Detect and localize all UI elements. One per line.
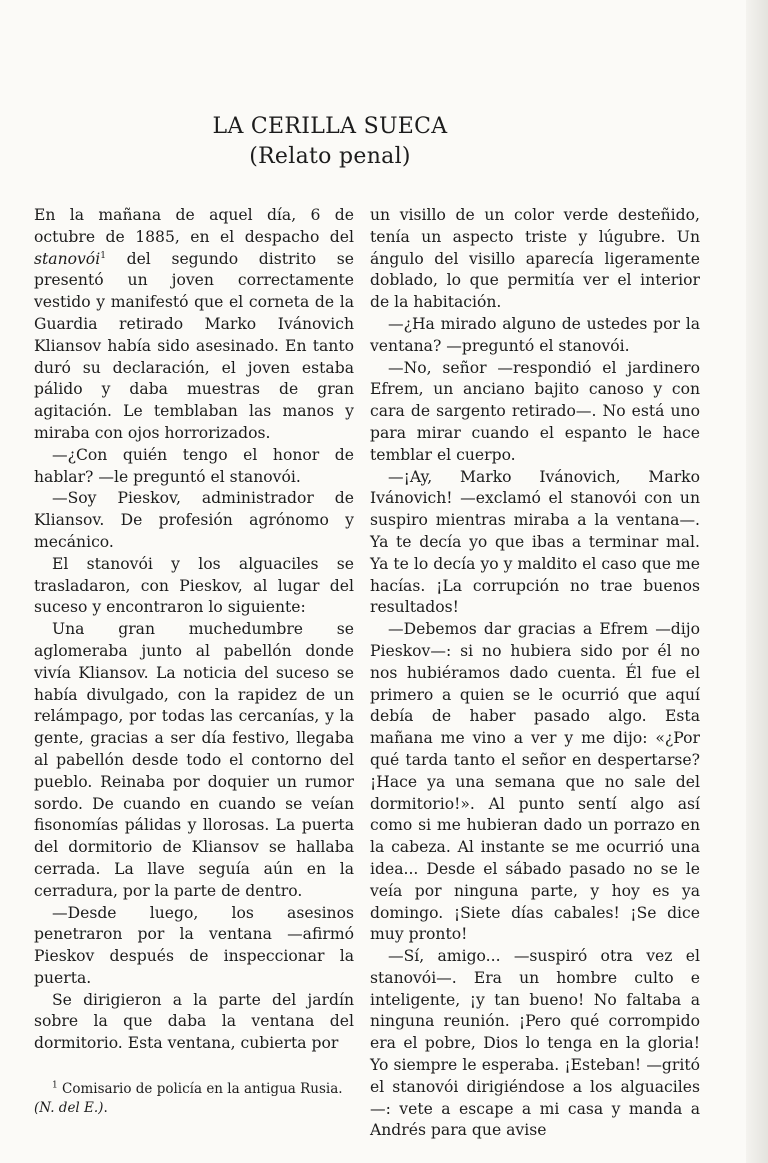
italic-term: stanovói xyxy=(34,249,101,268)
footnote-end: . xyxy=(103,1100,108,1116)
paragraph: —¡Ay, Marko Ivánovich, Marko Ivánovich! —exclamó el stanovói con un suspiro mientras miraba a la ventana—. Ya te decía yo que ibas a terminar mal. Ya te lo decía yo y maldito el caso que me hacías. ¡La corrupción no trae buenos resultados! xyxy=(370,467,700,617)
footnote-marker: 1 xyxy=(52,1080,58,1091)
paragraph: —¿Con quién tengo el honor de hablar? —le preguntó el stanovói. xyxy=(34,445,354,486)
footnote-text: Comisario de policía en la antigua Rusia. xyxy=(57,1081,343,1097)
paragraph: un visillo de un color verde desteñido, tenía un aspecto triste y lúgubre. Un ángulo del visillo aparecía ligeramente doblado, lo que permitía ver el interior de la habitación. xyxy=(370,206,700,312)
paragraph: —Debemos dar gracias a Efrem —dijo Pieskov—: si no hubiera sido por él no nos hubiéramos dado cuenta. Él fue el primero a quien se le ocurrió que aquí debía de haber pasado algo. Esta mañana me vino a ver y me dijo: «¿Por qué tarda tanto el señor en despertarse? ¡Hace ya una semana que no sale del dormitorio!». Al punto sentí algo así como si me hubieran dado un porrazo en la cabeza. Al instante se me ocurrió una idea... Desde el sábado pasado no se le veía por ninguna parte, y hoy es ya domingo. ¡Siete días cabales! ¡Se dice muy pronto! xyxy=(370,620,700,944)
paragraph: —No, señor —respondió el jardinero Efrem, un anciano bajito canoso y con cara de sargento retirado—. No está uno para mirar cuando el espanto le hace temblar el cuerpo. xyxy=(370,358,700,464)
paragraph-text: del segundo distrito se presentó un joven correctamente vestido y manifestó que el corneta de la Guardia retirado Marko Ivánovich Kliansov había sido asesinado. En tanto duró su declaración, el joven estaba pálido y daba muestras de gran agitación. Le temblaban las manos y miraba con ojos horrorizados. xyxy=(34,249,354,442)
paragraph: —Sí, amigo... —suspiró otra vez el stanovói—. Era un hombre culto e inteligente, ¡y tan bueno! No faltaba a ninguna reunión. ¡Pero qué corrompido era el pobre, Dios lo tenga en la gloria! Yo siempre le esperaba. ¡Esteban! —gritó el stanovói dirigiéndose a los alguaciles—: vete a escape a mi casa y manda a Andrés para que avise xyxy=(370,947,700,1140)
paragraph xyxy=(34,205,354,445)
paragraph: El stanovói y los alguaciles se trasladaron, con Pieskov, al lugar del suceso y encontraron lo siguiente: xyxy=(34,554,354,617)
right-text-column xyxy=(370,205,700,1142)
paragraph: —Soy Pieskov, administrador de Kliansov. De profesión agrónomo y mecánico. xyxy=(34,489,354,551)
chapter-heading xyxy=(0,112,660,172)
paragraph-text: En la mañana de aquel día, 6 de octubre de 1885, en el despacho del xyxy=(34,206,354,246)
editor-note: (N. del E.) xyxy=(34,1100,104,1116)
page-edge-shadow xyxy=(746,0,768,1163)
chapter-subtitle: (Relato penal) xyxy=(249,144,411,169)
paragraph: Se dirigieron a la parte del jardín sobre la que daba la ventana del dormitorio. Esta ventana, cubierta por xyxy=(34,990,354,1053)
paragraph: —¿Ha mirado alguno de ustedes por la ventana? —preguntó el stanovói. xyxy=(370,314,700,355)
paragraph: —Desde luego, los asesinos penetraron por la ventana —afirmó Pieskov después de inspeccionar la puerta. xyxy=(34,903,354,987)
left-text-column xyxy=(34,205,354,1055)
paragraph: Una gran muchedumbre se aglomeraba junto al pabellón donde vivía Kliansov. La noticia del suceso se había divulgado, con la rapidez de un relámpago, por todas las cercanías, y la gente, gracias a ser día festivo, llegaba al pabellón desde todo el contorno del pueblo. Reinaba por doquier un rumor sordo. De cuando en cuando se veían fisonomías pálidas y llorosas. La puerta del dormitorio de Kliansov se hallaba cerrada. La llave seguía aún en la cerradura, por la parte de dentro. xyxy=(34,620,354,900)
chapter-title: LA CERILLA SUECA xyxy=(212,114,448,139)
footnote xyxy=(34,1080,354,1118)
footnote-marker: 1 xyxy=(100,250,106,261)
